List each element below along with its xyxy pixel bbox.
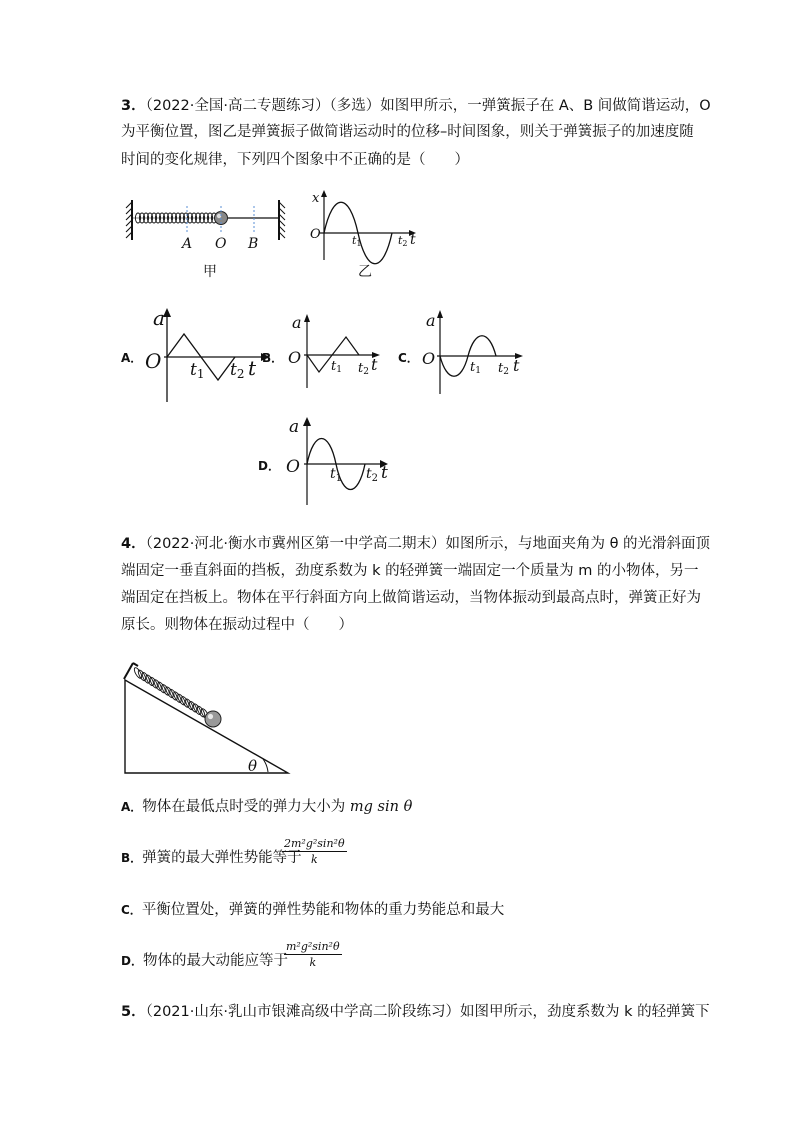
a-axis-t: t [248, 356, 257, 380]
yi-t2: t2 [398, 234, 408, 248]
q4-option-d-fraction [284, 940, 342, 969]
figure-yi-x-t-graph [306, 188, 421, 263]
q4-line2: 端固定一垂直斜面的挡板，劲度系数为 k 的轻弹簧一端固定一个质量为 m 的小物体，另一 [121, 563, 699, 579]
c-t1: t1 [470, 360, 481, 376]
figure-incline-spring [118, 655, 298, 780]
q5-number: 5 [121, 1004, 132, 1020]
option-d-graph[interactable] [284, 412, 399, 507]
q4-option-a-label: A． [121, 800, 143, 814]
q3-number: 3 [121, 98, 132, 114]
yi-origin: O [310, 227, 321, 242]
b-origin: O [288, 348, 302, 367]
theta-label: θ [248, 757, 258, 775]
b-axis-a: a [292, 313, 302, 332]
q4-option-d[interactable] [121, 951, 288, 971]
c-origin: O [422, 349, 436, 368]
q4-text-1: 如图所示，与地面夹角为 θ 的光滑斜面顶 [445, 536, 711, 552]
q3-line2: 为平衡位置，图乙是弹簧振子做简谐运动时的位移–时间图象，则关于弹簧振子的加速度随 [121, 124, 694, 140]
yi-t1: t1 [352, 234, 362, 248]
q4-option-d-label: D． [121, 954, 143, 968]
label-A: A [182, 236, 193, 252]
label-O: O [215, 236, 227, 252]
q3-line3: 时间的变化规律，下列四个图象中不正确的是（ ） [121, 152, 469, 168]
figure-jia-spring-oscillator [124, 196, 294, 256]
d-t1: $t_1$ [330, 466, 343, 484]
d-axis-t: t [381, 463, 388, 483]
c-axis-t: t [513, 356, 520, 375]
option-c-label[interactable]: C． [398, 351, 419, 365]
b-axis-t: t [371, 355, 378, 374]
q4-option-b[interactable] [121, 848, 302, 868]
a-t1: t1 [190, 360, 205, 381]
q4-option-b-fraction [282, 837, 347, 866]
q4-source: （2022·河北·衡水市冀州区第一中学高二期末） [145, 536, 446, 552]
q4-option-d-text: 物体的最大动能应等于 [142, 953, 288, 969]
q4-option-c[interactable] [121, 900, 504, 920]
b-t2: t2 [358, 361, 369, 377]
q4-option-b-text: 弹簧的最大弹性势能等于 [142, 850, 302, 866]
q4-number: 4 [121, 536, 132, 552]
option-a-graph[interactable] [140, 304, 275, 404]
q5-source: （2021·山东·乳山市银滩高级中学高二阶段练习） [145, 1004, 460, 1020]
d-axis-a: a [289, 417, 300, 437]
q4-option-a[interactable] [121, 797, 412, 817]
q4-option-d-denominator: k [309, 956, 317, 969]
q4-option-d-numerator: m²g²sin²θ [286, 940, 340, 953]
q4-option-a-expr: mg sin θ [349, 799, 413, 815]
label-B: B [248, 236, 259, 252]
yi-axis-x: x [312, 191, 320, 206]
q4-option-c-label: C． [121, 903, 142, 917]
q4-option-c-text: 平衡位置处，弹簧的弹性势能和物体的重力势能总和最大 [141, 902, 505, 918]
q4-option-b-denominator: k [310, 853, 318, 866]
yi-axis-t: t [410, 232, 416, 248]
option-d-label[interactable]: D． [258, 459, 280, 473]
q4-line3: 端固定在挡板上。物体在平行斜面方向上做简谐运动，当物体振动到最高点时，弹簧正好为 [121, 590, 701, 606]
q4-line4: 原长。则物体在振动过程中（ ） [121, 617, 353, 633]
option-b-label[interactable]: B． [262, 351, 284, 365]
q4-option-b-numerator: 2m²g²sin²θ [284, 837, 345, 850]
c-t2: t2 [498, 361, 509, 377]
option-c-graph[interactable] [420, 306, 530, 396]
figure-jia-caption: 甲 [203, 264, 217, 280]
b-t1: t1 [331, 359, 342, 375]
figure-yi-caption: 乙 [358, 264, 372, 280]
q5-line1: 5．（2021·山东·乳山市银滩高级中学高二阶段练习）如图甲所示，劲度系数为 k 的轻弹簧下 [121, 1004, 710, 1020]
q3-line1: 3．（2022·全国·高二专题练习）（多选）如图甲所示，一弹簧振子在 A、B 间做简谐运动，O [121, 98, 711, 114]
q5-text-1: 如图甲所示，劲度系数为 k 的轻弹簧下 [459, 1004, 710, 1020]
option-a-label[interactable]: A． [121, 351, 143, 365]
a-t2: t2 [230, 360, 245, 381]
a-origin: O [145, 349, 162, 373]
option-b-graph[interactable] [286, 310, 386, 390]
q4-option-b-label: B． [121, 851, 143, 865]
q3-text-1: 如图甲所示，一弹簧振子在 A、B 间做简谐运动，O [380, 98, 711, 114]
q4-option-a-text: 物体在最低点时受的弹力大小为 [142, 799, 346, 815]
a-axis-a: a [153, 306, 165, 330]
c-axis-a: a [426, 311, 436, 330]
q3-source: （2022·全国·高二专题练习）（多选） [145, 98, 381, 114]
d-origin: O [286, 457, 300, 477]
q4-line1: 4．（2022·河北·衡水市冀州区第一中学高二期末）如图所示，与地面夹角为 θ 的光滑斜面顶 [121, 536, 711, 552]
d-t2: $t_2$ [366, 466, 379, 484]
